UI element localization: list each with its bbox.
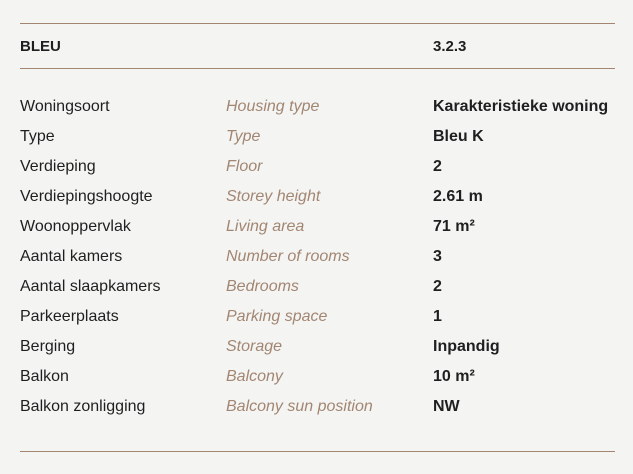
spec-value: Bleu K (433, 128, 484, 145)
spec-label-nl: Balkon (20, 368, 69, 385)
spec-label-nl: Type (20, 128, 55, 145)
spec-label-nl: Woningsoort (20, 98, 110, 115)
spec-value: 71 m² (433, 218, 475, 235)
spec-value: 10 m² (433, 368, 475, 385)
spec-row-storey-height (0, 186, 633, 216)
spec-row-balcony (0, 366, 633, 396)
spec-label-en: Parking space (226, 308, 328, 325)
spec-row-balcony-sun-position (0, 396, 633, 426)
spec-row-bedrooms (0, 276, 633, 306)
unit-name: BLEU (20, 38, 61, 55)
spec-table (0, 96, 633, 426)
unit-code: 3.2.3 (433, 38, 467, 55)
spec-label-en: Floor (226, 158, 263, 175)
spec-label-nl: Berging (20, 338, 76, 355)
spec-label-nl: Balkon zonligging (20, 398, 146, 415)
spec-label-en: Type (226, 128, 261, 145)
spec-value: 1 (433, 308, 442, 325)
spec-label-nl: Woonoppervlak (20, 218, 131, 235)
spec-row-parking-space (0, 306, 633, 336)
spec-label-en: Balcony sun position (226, 398, 373, 415)
spec-label-en: Storey height (226, 188, 321, 205)
spec-row-storage (0, 336, 633, 366)
spec-label-en: Bedrooms (226, 278, 299, 295)
spec-label-en: Storage (226, 338, 283, 355)
spec-value: 3 (433, 248, 442, 265)
spec-value: 2 (433, 278, 442, 295)
unit-header (0, 36, 633, 58)
spec-label-en: Housing type (226, 98, 320, 115)
header-divider (20, 68, 615, 69)
spec-label-nl: Parkeerplaats (20, 308, 119, 325)
spec-label-nl: Verdieping (20, 158, 96, 175)
spec-value: Karakteristieke woning (433, 98, 609, 115)
spec-label-nl: Verdiepingshoogte (20, 188, 153, 205)
spec-row-type (0, 126, 633, 156)
spec-label-en: Number of rooms (226, 248, 350, 265)
bottom-divider (20, 451, 615, 452)
spec-value: NW (433, 398, 460, 415)
spec-label-nl: Aantal kamers (20, 248, 123, 265)
spec-label-nl: Aantal slaapkamers (20, 278, 161, 295)
spec-label-en: Balcony (226, 368, 283, 385)
spec-row-number-of-rooms (0, 246, 633, 276)
spec-value: 2.61 m (433, 188, 483, 205)
top-divider (20, 23, 615, 24)
spec-row-housing-type (0, 96, 633, 126)
spec-label-en: Living area (226, 218, 305, 235)
spec-value: Inpandig (433, 338, 500, 355)
spec-row-floor (0, 156, 633, 186)
spec-value: 2 (433, 158, 442, 175)
spec-row-living-area (0, 216, 633, 246)
